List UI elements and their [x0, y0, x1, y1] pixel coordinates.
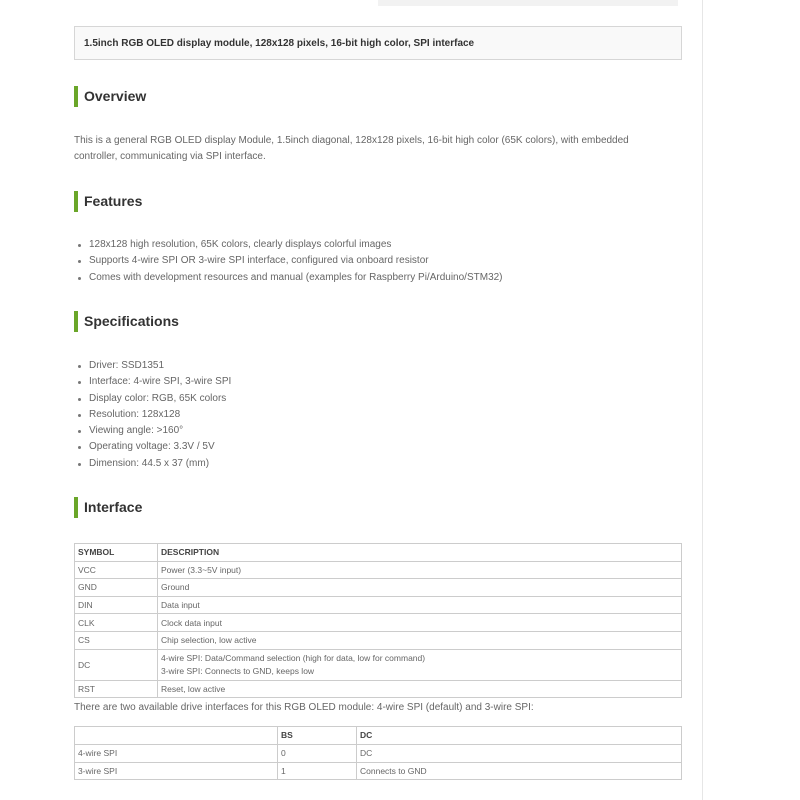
drive-interface-table — [74, 726, 682, 780]
list-item: Operating voltage: 3.3V / 5V — [89, 439, 231, 455]
table-row — [75, 579, 682, 597]
list-item: 128x128 high resolution, 65K colors, clearly displays colorful images — [89, 237, 503, 253]
features-list — [74, 237, 503, 286]
list-item: Display color: RGB, 65K colors — [89, 391, 231, 407]
table-cell-bs: 0 — [278, 744, 357, 762]
table-header-row — [75, 727, 682, 745]
table-cell-dc: Connects to GND — [357, 762, 682, 780]
table-header-mode — [75, 727, 278, 745]
overview-text-line-1: This is a general RGB OLED display Module, 1.5inch diagonal, 128x128 pixels, 16-bit high color (65K colors), with embedded — [74, 135, 629, 146]
pin-table — [74, 543, 682, 698]
table-cell-symbol: VCC — [75, 561, 158, 579]
list-item: Viewing angle: >160° — [89, 423, 231, 439]
table-header-dc: DC — [357, 727, 682, 745]
table-cell-symbol: CLK — [75, 614, 158, 632]
interface-heading: Interface — [74, 497, 142, 518]
overview-text-line-2: controller, communicating via SPI interface. — [74, 151, 266, 162]
table-cell-description: Reset, low active — [158, 680, 682, 698]
table-row — [75, 631, 682, 649]
product-title: 1.5inch RGB OLED display module, 128x128 pixels, 16-bit high color, SPI interface — [74, 26, 682, 60]
features-heading: Features — [74, 191, 142, 212]
table-cell-symbol: DIN — [75, 596, 158, 614]
right-border — [702, 0, 703, 800]
table-cell-dc: DC — [357, 744, 682, 762]
overview-text — [74, 133, 674, 165]
table-header-symbol: SYMBOL — [75, 544, 158, 562]
table-cell-description — [158, 649, 682, 680]
specifications-list — [74, 358, 231, 472]
table-cell-symbol: DC — [75, 649, 158, 680]
table-cell-description: Ground — [158, 579, 682, 597]
list-item: Driver: SSD1351 — [89, 358, 231, 374]
table-cell-symbol: GND — [75, 579, 158, 597]
table-header-description: DESCRIPTION — [158, 544, 682, 562]
table-cell-description: Clock data input — [158, 614, 682, 632]
table-row — [75, 649, 682, 680]
product-description — [74, 26, 682, 776]
table-row — [75, 744, 682, 762]
overview-heading: Overview — [74, 86, 146, 107]
table-cell-bs: 1 — [278, 762, 357, 780]
list-item: Comes with development resources and manual (examples for Raspberry Pi/Arduino/STM32) — [89, 270, 503, 286]
table-cell-mode: 3-wire SPI — [75, 762, 278, 780]
table-row — [75, 596, 682, 614]
table-row — [75, 762, 682, 780]
table-row — [75, 614, 682, 632]
table-cell-description: Chip selection, low active — [158, 631, 682, 649]
table-cell-symbol: RST — [75, 680, 158, 698]
specifications-heading: Specifications — [74, 311, 179, 332]
table-row — [75, 680, 682, 698]
top-strip — [378, 0, 678, 6]
list-item: Interface: 4-wire SPI, 3-wire SPI — [89, 374, 231, 390]
table-cell-description: Data input — [158, 596, 682, 614]
table-cell-mode: 4-wire SPI — [75, 744, 278, 762]
list-item: Supports 4-wire SPI OR 3-wire SPI interface, configured via onboard resistor — [89, 253, 503, 269]
description-line-1: 4-wire SPI: Data/Command selection (high for data, low for command) — [161, 652, 426, 663]
drive-interface-note: There are two available drive interfaces for this RGB OLED module: 4-wire SPI (default) and 3-wire SPI: — [74, 702, 534, 713]
table-header-bs: BS — [278, 727, 357, 745]
table-header-row — [75, 544, 682, 562]
table-cell-description: Power (3.3~5V input) — [158, 561, 682, 579]
list-item: Dimension: 44.5 x 37 (mm) — [89, 456, 231, 472]
table-row — [75, 561, 682, 579]
list-item: Resolution: 128x128 — [89, 407, 231, 423]
table-cell-symbol: CS — [75, 631, 158, 649]
description-line-2: 3-wire SPI: Connects to GND, keeps low — [161, 665, 315, 676]
